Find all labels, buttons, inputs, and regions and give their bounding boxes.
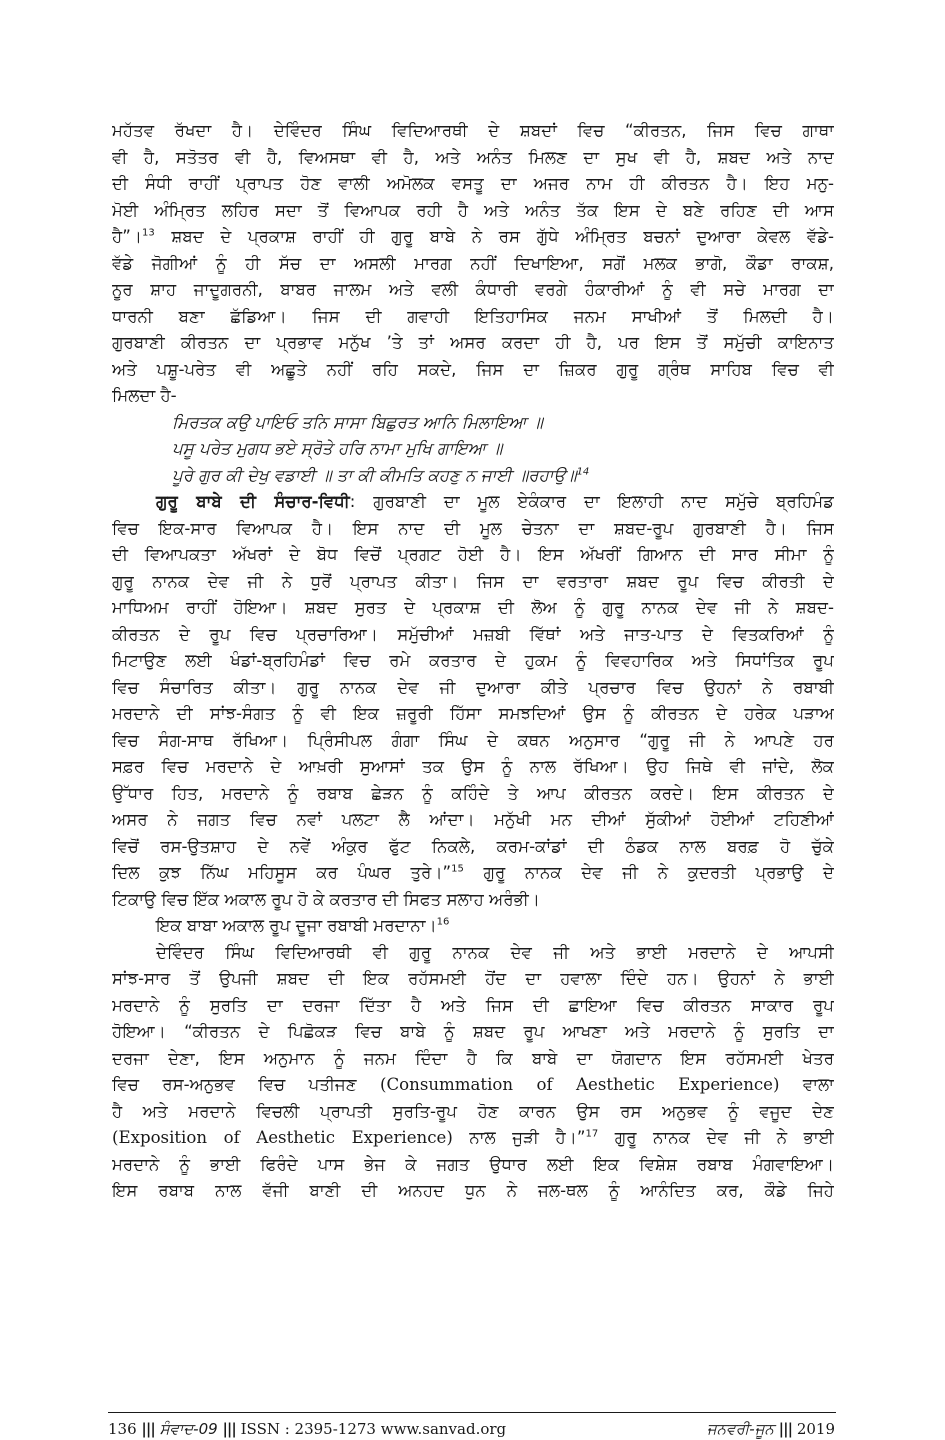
footnote-ref: 13: [141, 227, 155, 239]
text-line: ਟਿਕਾਉ ਵਿਚ ਇੱਕ ਅਕਾਲ ਰੂਪ ਹੋ ਕੇ ਕਰਤਾਰ ਦੀ ਸਿਫਤ ਸਲਾਹ ਅਰੰਭੀ।: [112, 889, 540, 909]
text-line: ਵਿਚੋਂ ਰਸ-ਉਤਸ਼ਾਹ ਦੇ ਨਵੇਂ ਅੰਕੁਰ ਫੁੱਟ ਨਿਕਲੇ, ਕਰਮ-ਕਾਂਡਾਂ ਦੀ ਠੰਡਕ ਨਾਲ ਬਰਫ਼ ਹੋ ਚੁੱਕੇ: [112, 836, 834, 856]
text-line: ਗੁਰੂ ਬਾਬੇ ਦੀ ਸੰਚਾਰ-ਵਿਧੀ: ਗੁਰਬਾਣੀ ਦਾ ਮੂਲ ਏਕੰਕਾਰ ਦਾ ਇਲਾਹੀ ਨਾਦ ਸਮੁੱਚੇ ਬ੍ਰਹਿਮੰਡ: [156, 492, 834, 511]
text-line: ਨੂਰ ਸ਼ਾਹ ਜਾਦੂਗਰਨੀ, ਬਾਬਰ ਜਾਲਮ ਅਤੇ ਵਲੀ ਕੰਧਾਰੀ ਵਰਗੇ ਹੰਕਾਰੀਆਂ ਨੂੰ ਵੀ ਸਚੇ ਮਾਰਗ ਦਾ: [112, 280, 834, 299]
text-line: ਮਿਟਾਉਣ ਲਈ ਖੰਡਾਂ-ਬ੍ਰਹਿਮੰਡਾਂ ਵਿਚ ਰਮੇ ਕਰਤਾਰ ਦੇ ਹੁਕਮ ਨੂੰ ਵਿਵਹਾਰਿਕ ਅਤੇ ਸਿਧਾਂਤਿਕ ਰੂਪ: [112, 651, 834, 670]
text-line: (Exposition of Aesthetic Experience) ਨਾਲ ਜੁੜੀ ਹੈ।”$^{17}$ ਗੁਰੂ ਨਾਨਕ ਦੇਵ ਜੀ ਨੇ ਭਾਈ: [112, 1128, 834, 1147]
text-line: ਦਰਜਾ ਦੇਣਾ, ਇਸ ਅਨੁਮਾਨ ਨੂੰ ਜਨਮ ਦਿੰਦਾ ਹੈ ਕਿ ਬਾਬੇ ਦਾ ਯੋਗਦਾਨ ਇਸ ਰਹੱਸਮਈ ਖੇਤਰ: [112, 1048, 834, 1068]
text-line: ਅਤੇ ਪਸ਼ੂ-ਪਰੇਤ ਵੀ ਅਛੂਤੇ ਨਹੀਂ ਰਹਿ ਸਕਦੇ, ਜਿਸ ਦਾ ਜ਼ਿਕਰ ਗੁਰੂ ਗ੍ਰੰਥ ਸਾਹਿਬ ਵਿਚ ਵੀ: [112, 359, 834, 379]
text-line: ਦੀ ਸੰਧੀ ਰਾਹੀਂ ਪ੍ਰਾਪਤ ਹੋਣ ਵਾਲੀ ਅਮੋਲਕ ਵਸਤੂ ਦਾ ਅਜਰ ਨਾਮ ਹੀ ਕੀਰਤਨ ਹੈ। ਇਹ ਮਨੁ-: [112, 174, 834, 193]
verse-line: ਪਸੂ ਪਰੇਤ ਮੁਗਧ ਭਏ ਸ੍ਰੋਤੇ ਹਰਿ ਨਾਮਾ ਮੁਖਿ ਗਾਇਆ ॥: [172, 439, 503, 458]
text-line: ਮਰਦਾਨੇ ਨੂੰ ਸੁਰਤਿ ਦਾ ਦਰਜਾ ਦਿੱਤਾ ਹੈ ਅਤੇ ਜਿਸ ਦੀ ਛਾਇਆ ਵਿਚ ਕੀਰਤਨ ਸਾਕਾਰ ਰੂਪ: [112, 995, 834, 1015]
english-term: (Consummation of Aesthetic Experience): [380, 1075, 780, 1094]
text-line: ਦੇਵਿੰਦਰ ਸਿੰਘ ਵਿਦਿਆਰਥੀ ਵੀ ਗੁਰੂ ਨਾਨਕ ਦੇਵ ਜੀ ਅਤੇ ਭਾਈ ਮਰਦਾਨੇ ਦੇ ਆਪਸੀ: [156, 942, 834, 962]
text-line: ਮਾਧਿਅਮ ਰਾਹੀਂ ਹੋਇਆ। ਸ਼ਬਦ ਸੁਰਤ ਦੇ ਪ੍ਰਕਾਸ਼ ਦੀ ਲੋਅ ਨੂੰ ਗੁਰੂ ਨਾਨਕ ਦੇਵ ਜੀ ਨੇ ਸ਼ਬਦ-: [112, 598, 834, 617]
verse-line: ਪੂਰੇ ਗੁਰ ਕੀ ਦੇਖੁ ਵਡਾਈ ॥ ਤਾ ਕੀ ਕੀਮਤਿ ਕਹਣੁ ਨ ਜਾਈ ॥ਰਹਾਉ॥$^{14}$: [172, 465, 590, 485]
text-line: ਗੁਰੂ ਨਾਨਕ ਦੇਵ ਜੀ ਨੇ ਧੁਰੋਂ ਪ੍ਰਾਪਤ ਕੀਤਾ। ਜਿਸ ਦਾ ਵਰਤਾਰਾ ਸ਼ਬਦ ਰੂਪ ਵਿਚ ਕੀਰਤੀ ਦੇ: [112, 571, 834, 591]
issue-months: ਜਨਵਰੀ-ਜੂਨ: [706, 1420, 774, 1438]
text-line: ਦੀ ਵਿਆਪਕਤਾ ਅੱਖਰਾਂ ਦੇ ਬੋਧ ਵਿਚੋਂ ਪ੍ਰਗਟ ਹੋਈ ਹੈ। ਇਸ ਅੱਖਰੀਂ ਗਿਆਨ ਦੀ ਸਾਰ ਸੀਮਾ ਨੂੰ: [112, 545, 834, 564]
section-heading: ਗੁਰੂ ਬਾਬੇ ਦੀ ਸੰਚਾਰ-ਵਿਧੀ: [156, 492, 350, 511]
text-line: ਉੱਧਾਰ ਹਿਤ, ਮਰਦਾਨੇ ਨੂੰ ਰਬਾਬ ਛੇੜਨ ਨੂੰ ਕਹਿੰਦੇ ਤੇ ਆਪ ਕੀਰਤਨ ਕਰਦੇ। ਇਸ ਕੀਰਤਨ ਦੇ: [112, 783, 834, 803]
separator-bars: |||: [222, 1420, 236, 1438]
text-line: ਵਿਚ ਇਕ-ਸਾਰ ਵਿਆਪਕ ਹੈ। ਇਸ ਨਾਦ ਦੀ ਮੂਲ ਚੇਤਨਾ ਦਾ ਸ਼ਬਦ-ਰੂਪ ਗੁਰਬਾਣੀ ਹੈ। ਜਿਸ: [112, 518, 834, 538]
text-line: ਮਰਦਾਨੇ ਨੂੰ ਭਾਈ ਫਿਰੰਦੇ ਪਾਸ ਭੇਜ ਕੇ ਜਗਤ ਉਧਾਰ ਲਈ ਇਕ ਵਿਸ਼ੇਸ਼ ਰਬਾਬ ਮੰਗਵਾਇਆ।: [112, 1154, 834, 1174]
footnote-ref: 17: [585, 1128, 599, 1140]
text-line: ਵੀ ਹੈ, ਸਤੋਤਰ ਵੀ ਹੈ, ਵਿਅਸਥਾ ਵੀ ਹੈ, ਅਤੇ ਅਨੰਤ ਮਿਲਣ ਦਾ ਸੁਖ ਵੀ ਹੈ, ਸ਼ਬਦ ਅਤੇ ਨਾਦ: [112, 147, 834, 167]
footnote-ref: 14: [576, 465, 590, 477]
text-line: ਵੱਡੇ ਜੋਗੀਆਂ ਨੂੰ ਹੀ ਸੱਚ ਦਾ ਅਸਲੀ ਮਾਰਗ ਨਹੀਂ ਦਿਖਾਇਆ, ਸਗੋਂ ਮਲਕ ਭਾਗੋ, ਕੌਡਾ ਰਾਕਸ਼,: [112, 253, 834, 273]
text-line: ਹੈ ਅਤੇ ਮਰਦਾਨੇ ਵਿਚਲੀ ਪ੍ਰਾਪਤੀ ਸੁਰਤਿ-ਰੂਪ ਹੋਣ ਕਾਰਨ ਉਸ ਰਸ ਅਨੁਭਵ ਨੂੰ ਵਜੂਦ ਦੇਣ: [112, 1101, 834, 1121]
text-line: ਸਾਂਝ-ਸਾਰ ਤੋਂ ਉਪਜੀ ਸ਼ਬਦ ਦੀ ਇਕ ਰਹੱਸਮਈ ਹੋਂਦ ਦਾ ਹਵਾਲਾ ਦਿੰਦੇ ਹਨ। ਉਹਨਾਂ ਨੇ ਭਾਈ: [112, 969, 834, 988]
text-line: ਇਸ ਰਬਾਬ ਨਾਲ ਵੱਜੀ ਬਾਣੀ ਦੀ ਅਨਹਦ ਧੁਨ ਨੇ ਜਲ-ਥਲ ਨੂੰ ਆਨੰਦਿਤ ਕਰ, ਕੌਡੇ ਜਿਹੇ: [112, 1181, 834, 1200]
quote-line: ਇਕ ਬਾਬਾ ਅਕਾਲ ਰੂਪ ਦੂਜਾ ਰਬਾਬੀ ਮਰਦਾਨਾ।$^{16}$: [156, 916, 450, 935]
footer-left: [108, 1420, 506, 1438]
text-line: ਗੁਰਬਾਣੀ ਕੀਰਤਨ ਦਾ ਪ੍ਰਭਾਵ ਮਨੁੱਖ ’ਤੇ ਤਾਂ ਅਸਰ ਕਰਦਾ ਹੀ ਹੈ, ਪਰ ਇਸ ਤੋਂ ਸਮੁੱਚੀ ਕਾਇਨਾਤ: [112, 333, 834, 352]
separator-bars: |||: [141, 1420, 155, 1438]
text-line: ਮਿਲਦਾ ਹੈ-: [112, 386, 177, 405]
body-text: [112, 118, 834, 1205]
text-line: ਧਾਰਨੀ ਬਣਾ ਛੱਡਿਆ। ਜਿਸ ਦੀ ਗਵਾਹੀ ਇਤਿਹਾਸਿਕ ਜਨਮ ਸਾਖੀਆਂ ਤੋਂ ਮਿਲਦੀ ਹੈ।: [112, 306, 834, 326]
footer-right: [707, 1420, 835, 1438]
text-line: ਕੀਰਤਨ ਦੇ ਰੂਪ ਵਿਚ ਪ੍ਰਚਾਰਿਆ। ਸਮੁੱਚੀਆਂ ਮਜ਼ਬੀ ਵਿੱਥਾਂ ਅਤੇ ਜਾਤ-ਪਾਤ ਦੇ ਵਿਤਕਰਿਆਂ ਨੂੰ: [112, 624, 834, 644]
journal-name: ਸੰਵਾਦ-09: [159, 1420, 218, 1438]
text-line: ਸਫ਼ਰ ਵਿਚ ਮਰਦਾਨੇ ਦੇ ਆਖ਼ਰੀ ਸੁਆਸਾਂ ਤਕ ਉਸ ਨੂੰ ਨਾਲ ਰੱਖਿਆ। ਉਹ ਜਿਥੇ ਵੀ ਜਾਂਦੇ, ਲੋਕ: [112, 757, 834, 776]
footnote-ref: 15: [451, 863, 464, 875]
text-line: ਵਿਚ ਸੰਚਾਰਿਤ ਕੀਤਾ। ਗੁਰੂ ਨਾਨਕ ਦੇਵ ਜੀ ਦੁਆਰਾ ਕੀਤੇ ਪ੍ਰਚਾਰ ਵਿਚ ਉਹਨਾਂ ਨੇ ਰਬਾਬੀ: [112, 677, 834, 697]
verse-line: ਮਿਰਤਕ ਕਉ ਪਾਇਓ ਤਨਿ ਸਾਸਾ ਬਿਛੁਰਤ ਆਨਿ ਮਿਲਾਇਆ ॥: [172, 412, 543, 432]
issue-year: 2019: [796, 1420, 835, 1438]
footnote-ref: 16: [436, 916, 450, 928]
separator-bars: |||: [778, 1420, 793, 1438]
text-line: ਅਸਰ ਨੇ ਜਗਤ ਵਿਚ ਨਵਾਂ ਪਲਟਾ ਲੈ ਆਂਦਾ। ਮਨੁੱਖੀ ਮਨ ਦੀਆਂ ਸੁੱਕੀਆਂ ਹੋਈਆਂ ਟਹਿਣੀਆਂ: [112, 810, 834, 829]
footer-rule: [108, 1412, 836, 1413]
text-line: ਮਹੱਤਵ ਰੱਖਦਾ ਹੈ। ਦੇਵਿੰਦਰ ਸਿੰਘ ਵਿਦਿਆਰਥੀ ਦੇ ਸ਼ਬਦਾਂ ਵਿਚ “ਕੀਰਤਨ, ਜਿਸ ਵਿਚ ਗਾਥਾ: [112, 121, 834, 140]
text-line: ਮਰਦਾਨੇ ਦੀ ਸਾਂਝ-ਸੰਗਤ ਨੂੰ ਵੀ ਇਕ ਜ਼ਰੂਰੀ ਹਿੱਸਾ ਸਮਝਦਿਆਂ ਉਸ ਨੂੰ ਕੀਰਤਨ ਦੇ ਹਰੇਕ ਪੜਾਅ: [112, 704, 834, 723]
text-line: ਦਿਲ ਕੁਝ ਨਿੱਘ ਮਹਿਸੂਸ ਕਰ ਪੰਘਰ ਤੁਰੇ।”$^{15}$ ਗੁਰੂ ਨਾਨਕ ਦੇਵ ਜੀ ਨੇ ਕੁਦਰਤੀ ਪ੍ਰਭਾਉ ਦੇ: [112, 863, 834, 882]
english-term: (Exposition of Aesthetic Experience): [112, 1128, 453, 1147]
text-line: ਵਿਚ ਸੰਗ-ਸਾਥ ਰੱਖਿਆ। ਪ੍ਰਿੰਸੀਪਲ ਗੰਗਾ ਸਿੰਘ ਦੇ ਕਥਨ ਅਨੁਸਾਰ “ਗੁਰੂ ਜੀ ਨੇ ਆਪਣੇ ਹਰ: [112, 730, 834, 750]
text-line: ਹੋਇਆ। “ਕੀਰਤਨ ਦੇ ਪਿਛੋਕੜ ਵਿਚ ਬਾਬੇ ਨੂੰ ਸ਼ਬਦ ਰੂਪ ਆਖਣਾ ਅਤੇ ਮਰਦਾਨੇ ਨੂੰ ਸੁਰਤਿ ਦਾ: [112, 1022, 834, 1041]
text-line: ਵਿਚ ਰਸ-ਅਨੁਭਵ ਵਿਚ ਪਤੀਜਣ (Consummation of Aesthetic Experience) ਵਾਲਾ: [112, 1075, 834, 1094]
text-line: ਹੈ”।$^{13}$ ਸ਼ਬਦ ਦੇ ਪ੍ਰਕਾਸ਼ ਰਾਹੀਂ ਹੀ ਗੁਰੂ ਬਾਬੇ ਨੇ ਰਸ ਗੁੱਧੇ ਅੰਮ੍ਰਿਤ ਬਚਨਾਂ ਦੁਆਰਾ ਕੇਵਲ ਵੱਡੇ-: [112, 227, 834, 246]
text-line: ਮੋਈ ਅੰਮ੍ਰਿਤ ਲਹਿਰ ਸਦਾ ਤੋਂ ਵਿਆਪਕ ਰਹੀ ਹੈ ਅਤੇ ਅਨੰਤ ਤੱਕ ਇਸ ਦੇ ਬਣੇ ਰਹਿਣ ਦੀ ਆਸ: [112, 200, 834, 220]
issn-website: ISSN : 2395-1273 www.sanvad.org: [240, 1420, 507, 1438]
page-number: 136: [108, 1420, 137, 1438]
